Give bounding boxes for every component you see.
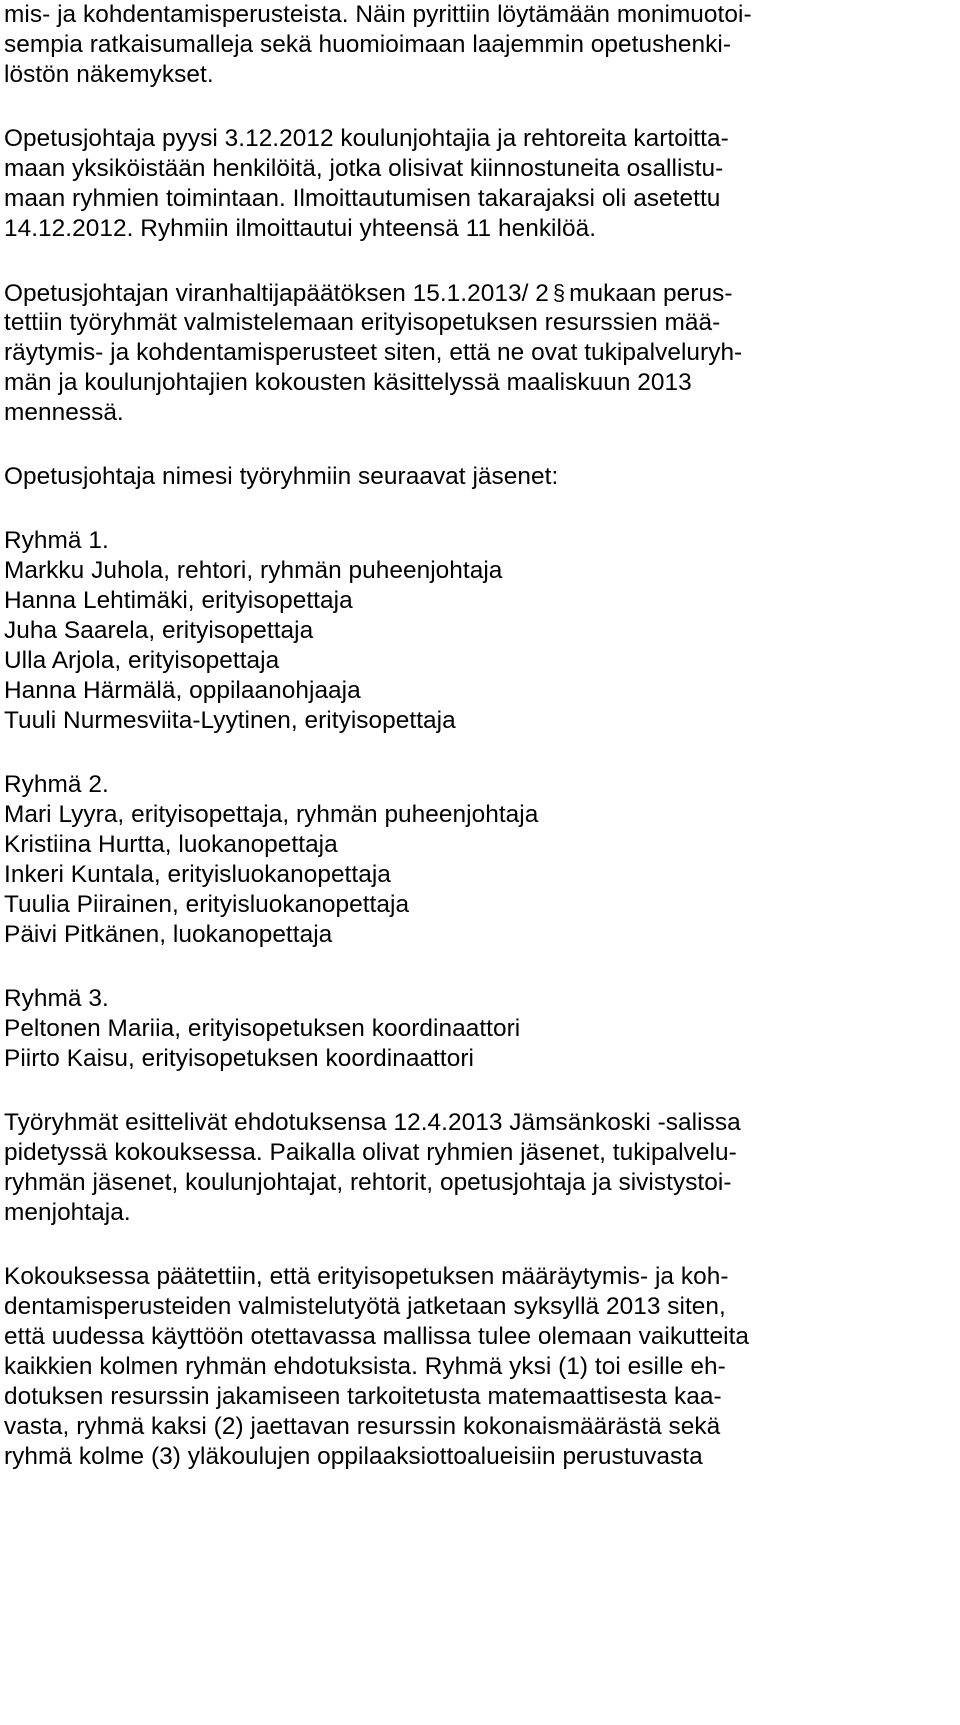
group-3 — [4, 984, 954, 1074]
text-line: dentamisperusteiden valmistelutyötä jatketaan syksyllä 2013 siten, — [4, 1293, 726, 1320]
paragraph-survey — [4, 124, 954, 244]
text-line: maan yksiköistään henkilöitä, jotka olisivat kiinnostuneita osallistu- — [4, 155, 724, 182]
paragraph-decision — [4, 278, 954, 428]
member-item: Mari Lyyra, erityisopettaja, ryhmän puheenjohtaja — [4, 801, 539, 828]
member-item: Ulla Arjola, erityisopettaja — [4, 647, 280, 674]
member-item: Päivi Pitkänen, luokanopettaja — [4, 921, 333, 948]
text-line: vasta, ryhmä kaksi (2) jaettavan resurssin kokonaismäärästä sekä — [4, 1413, 721, 1440]
paragraph-presented — [4, 1108, 954, 1228]
member-item: Tuuli Nurmesviita-Lyytinen, erityisopettaja — [4, 707, 456, 734]
section-sign-icon: § — [552, 280, 566, 305]
paragraph-spacer — [4, 1074, 954, 1108]
text-line: dotuksen resurssin jakamiseen tarkoitetusta matemaattisesta kaa- — [4, 1383, 722, 1410]
group-2 — [4, 770, 954, 950]
text-line: mis- ja kohdentamisperusteista. Näin pyrittiin löytämään monimuotoi- — [4, 1, 752, 28]
text-line: Työryhmät esittelivät ehdotuksensa 12.4.2013 Jämsänkoski -salissa — [4, 1109, 741, 1136]
members-intro: Opetusjohtaja nimesi työryhmiin seuraavat jäsenet: — [4, 463, 559, 490]
paragraph-spacer — [4, 492, 954, 526]
text-line: tettiin työryhmät valmistelemaan erityisopetuksen resurssien mää- — [4, 309, 721, 336]
text-line: ryhmä kolme (3) yläkoulujen oppilaaksiottoalueisiin perustuvasta — [4, 1443, 703, 1470]
text-line: män ja koulunjohtajien kokousten käsittelyssä maaliskuun 2013 — [4, 369, 692, 396]
member-item: Hanna Härmälä, oppilaanohjaaja — [4, 677, 361, 704]
member-item: Kristiina Hurtta, luokanopettaja — [4, 831, 338, 858]
text-line: kaikkien kolmen ryhmän ehdotuksista. Ryhmä yksi (1) toi esille eh- — [4, 1353, 726, 1380]
decision-text-start: Opetusjohtajan viranhaltijapäätöksen 15.1.2013/ 2 — [4, 280, 549, 307]
text-line: menjohtaja. — [4, 1199, 131, 1226]
text-line: sempia ratkaisumalleja sekä huomioimaan laajemmin opetushenki- — [4, 31, 732, 58]
member-item: Markku Juhola, rehtori, ryhmän puheenjohtaja — [4, 557, 503, 584]
group-title: Ryhmä 2. — [4, 771, 109, 798]
text-line: löstön näkemykset. — [4, 61, 214, 88]
paragraph-spacer — [4, 90, 954, 124]
member-item: Hanna Lehtimäki, erityisopettaja — [4, 587, 353, 614]
text-line: pidetyssä kokouksessa. Paikalla olivat ryhmien jäsenet, tukipalvelu- — [4, 1139, 737, 1166]
group-1 — [4, 526, 954, 736]
paragraph-spacer — [4, 1228, 954, 1262]
text-line: Opetusjohtaja pyysi 3.12.2012 koulunjohtajia ja rehtoreita kartoitta- — [4, 125, 729, 152]
decision-text-end: mukaan perus- — [569, 280, 733, 307]
member-item: Piirto Kaisu, erityisopetuksen koordinaattori — [4, 1045, 474, 1072]
text-line: 14.12.2012. Ryhmiin ilmoittautui yhteensä 11 henkilöä. — [4, 215, 597, 242]
text-line: maan ryhmien toimintaan. Ilmoittautumisen takarajaksi oli asetettu — [4, 185, 721, 212]
paragraph-intro — [4, 0, 954, 90]
member-item: Tuulia Piirainen, erityisluokanopettaja — [4, 891, 410, 918]
text-line: mennessä. — [4, 399, 124, 426]
paragraph-spacer — [4, 950, 954, 984]
text-line — [4, 278, 954, 308]
paragraph-spacer — [4, 736, 954, 770]
member-item: Peltonen Mariia, erityisopetuksen koordinaattori — [4, 1015, 521, 1042]
member-item: Juha Saarela, erityisopettaja — [4, 617, 314, 644]
text-line: Kokouksessa päätettiin, että erityisopetuksen määräytymis- ja koh- — [4, 1263, 729, 1290]
paragraph-spacer — [4, 428, 954, 462]
document-page — [4, 0, 954, 1472]
text-line: räytymis- ja kohdentamisperusteet siten, että ne ovat tukipalveluryh- — [4, 339, 743, 366]
group-title: Ryhmä 3. — [4, 985, 109, 1012]
text-line: ryhmän jäsenet, koulunjohtajat, rehtorit, opetusjohtaja ja sivistystoi- — [4, 1169, 732, 1196]
group-title: Ryhmä 1. — [4, 527, 109, 554]
paragraph-meeting — [4, 1262, 954, 1472]
member-item: Inkeri Kuntala, erityisluokanopettaja — [4, 861, 391, 888]
paragraph-spacer — [4, 244, 954, 278]
text-line: että uudessa käyttöön otettavassa mallissa tulee olemaan vaikutteita — [4, 1323, 750, 1350]
